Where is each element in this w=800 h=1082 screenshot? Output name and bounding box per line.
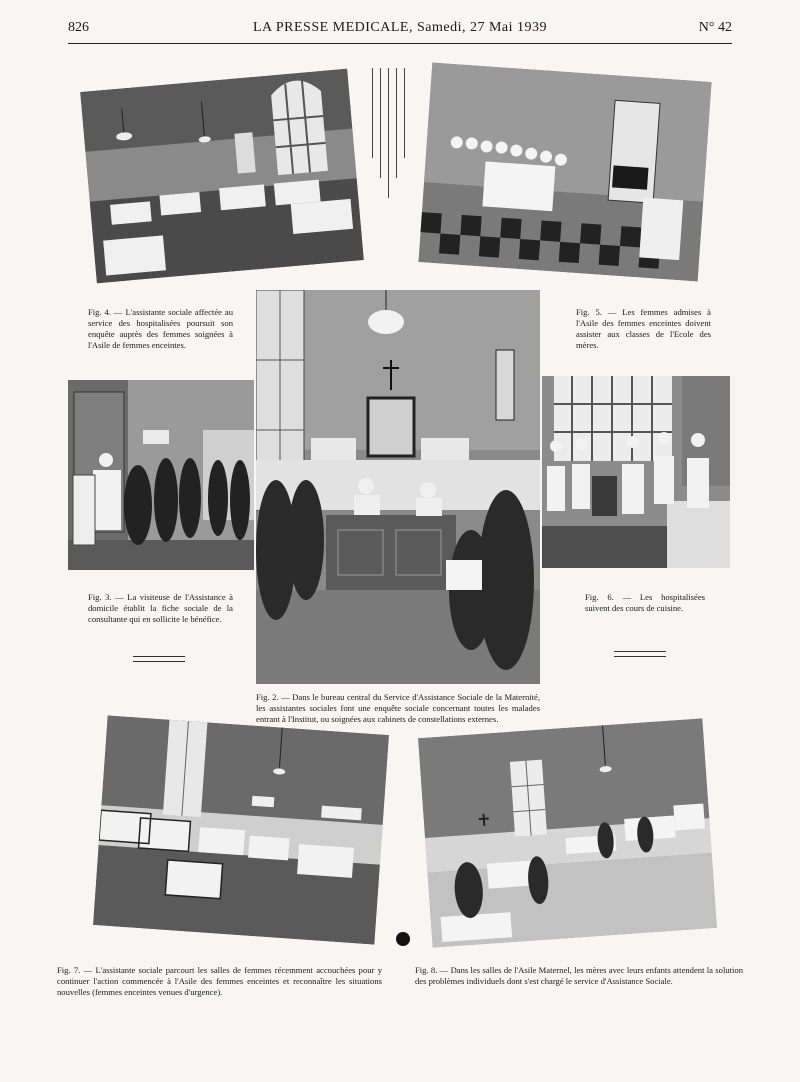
caption-fig8: Fig. 8. — Dans les salles de l'Asile Maternel, les mères avec leurs enfants attendent la solution des problèmes individuels dont s'est chargé le service d'Assistance Sociale.	[415, 965, 743, 986]
page-header	[68, 20, 732, 42]
ornament-line	[388, 68, 389, 198]
photo-fig8-mothers	[418, 718, 717, 947]
photo-fig6-kitchen	[542, 376, 730, 568]
photo-fig4-ward	[80, 69, 364, 284]
photo-fig7-maternity-ward	[93, 715, 389, 944]
issue-number: N° 42	[698, 20, 732, 35]
caption-fig4: Fig. 4. — L'assistante sociale affectée au service des hospitalisées poursuit son enquête auprès des femmes soignées à l'Asile de femmes enceintes.	[88, 307, 233, 350]
caption-fig2: Fig. 2. — Dans le bureau central du Service d'Assistance Sociale de la Maternité, les assistantes sociales font une enquête sociale concernant toutes les malades entrant à l'Institut, ou soignées aux cabinets de constellations externes.	[256, 692, 540, 724]
page-number: 826	[68, 20, 89, 35]
ornament-line	[404, 68, 405, 158]
caption-divider	[133, 656, 185, 662]
caption-fig3: Fig. 3. — La visiteuse de l'Assistance à domicile établit la fiche sociale de la consultante qui en sollicite le bénéfice.	[88, 592, 233, 624]
caption-fig6: Fig. 6. — Les hospitalisées suivent des cours de cuisine.	[585, 592, 705, 613]
ornament-line	[372, 68, 373, 158]
caption-divider	[614, 651, 666, 657]
ornament-line	[396, 68, 397, 178]
decorative-dot	[396, 932, 410, 946]
ornament-line	[380, 68, 381, 178]
caption-fig7: Fig. 7. — L'assistante sociale parcourt les salles de femmes récemment accouchées pour y continuer l'action commencée à l'Asile des femmes enceintes et reconnaître les situations nouvelles (femmes enceintes venues d'urgence).	[57, 965, 382, 997]
caption-fig5: Fig. 5. — Les femmes admises à l'Asile des femmes enceintes doivent assister aux classes de l'Ecole des mères.	[576, 307, 711, 350]
photo-fig5-class	[418, 62, 711, 281]
header-rule	[68, 43, 732, 44]
photo-fig2-office	[256, 290, 540, 684]
photo-fig3-visitors	[68, 380, 254, 570]
journal-title: LA PRESSE MEDICALE, Samedi, 27 Mai 1939	[252, 20, 548, 35]
